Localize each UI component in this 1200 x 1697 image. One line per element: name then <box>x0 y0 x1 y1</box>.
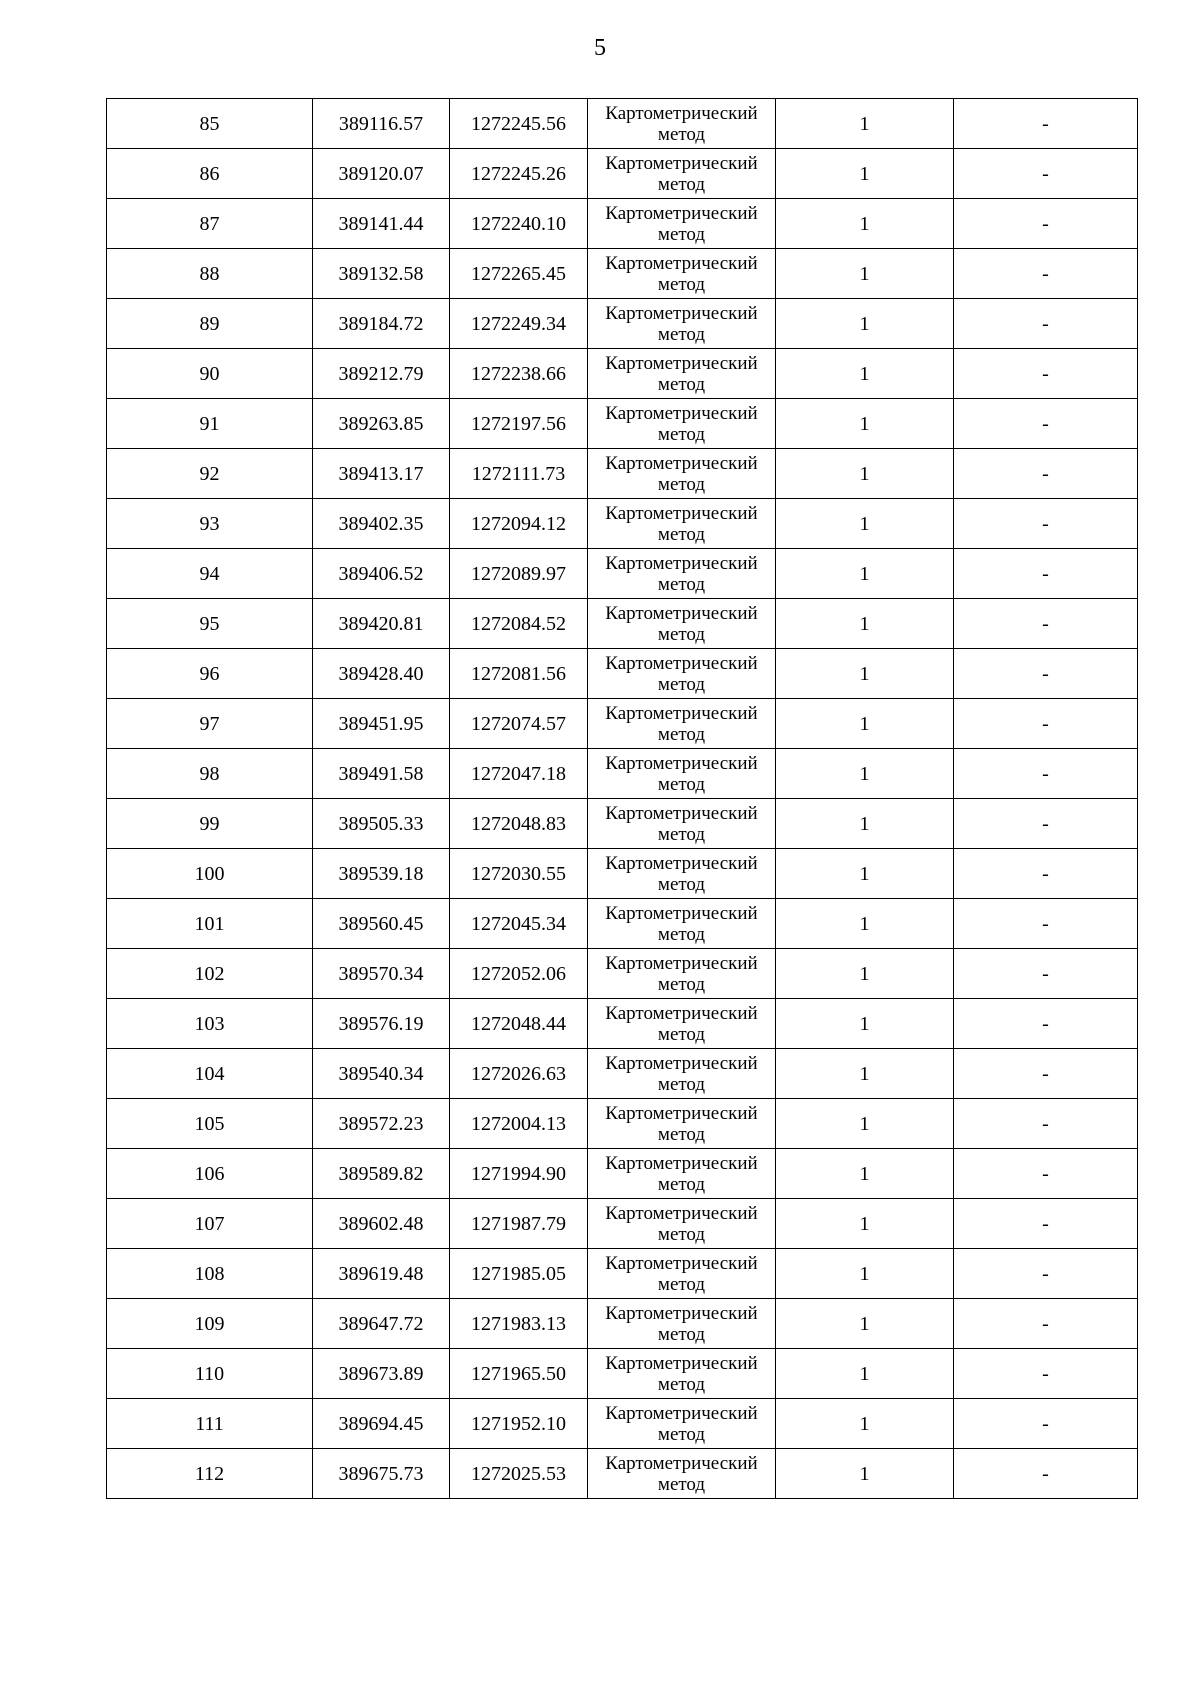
accuracy-cell: 1 <box>776 1249 954 1299</box>
coordinate-x-cell: 389673.89 <box>313 1349 450 1399</box>
accuracy-cell: 1 <box>776 1199 954 1249</box>
method-line-1: Картометрический <box>605 403 758 424</box>
accuracy-cell: 1 <box>776 949 954 999</box>
method-cell <box>588 899 776 949</box>
accuracy-cell: 1 <box>776 1099 954 1149</box>
method-line-1: Картометрический <box>605 1053 758 1074</box>
method-line-2: метод <box>657 974 706 995</box>
table-row <box>107 699 1138 749</box>
method-line-2: метод <box>657 224 706 245</box>
accuracy-cell: 1 <box>776 149 954 199</box>
coordinate-x-cell: 389406.52 <box>313 549 450 599</box>
coordinate-x-cell: 389694.45 <box>313 1399 450 1449</box>
accuracy-cell: 1 <box>776 1399 954 1449</box>
point-number-cell: 95 <box>107 599 313 649</box>
method-line-2: метод <box>657 1424 706 1445</box>
method-line-2: метод <box>657 1124 706 1145</box>
coordinate-x-cell: 389560.45 <box>313 899 450 949</box>
point-number-cell: 89 <box>107 299 313 349</box>
method-line-2: метод <box>657 1274 706 1295</box>
method-line-1: Картометрический <box>605 653 758 674</box>
method-line-1: Картометрический <box>605 1453 758 1474</box>
coordinate-y-cell: 1271987.79 <box>450 1199 588 1249</box>
table-row <box>107 1249 1138 1299</box>
coordinate-x-cell: 389619.48 <box>313 1249 450 1299</box>
point-number-cell: 102 <box>107 949 313 999</box>
method-cell <box>588 549 776 599</box>
method-cell <box>588 499 776 549</box>
coordinate-y-cell: 1272045.34 <box>450 899 588 949</box>
table-row <box>107 1349 1138 1399</box>
point-number-cell: 93 <box>107 499 313 549</box>
accuracy-cell: 1 <box>776 299 954 349</box>
note-cell: - <box>954 849 1138 899</box>
point-number-cell: 92 <box>107 449 313 499</box>
point-number-cell: 112 <box>107 1449 313 1499</box>
method-cell <box>588 1349 776 1399</box>
coordinate-y-cell: 1272004.13 <box>450 1099 588 1149</box>
coordinate-y-cell: 1272111.73 <box>450 449 588 499</box>
table-row <box>107 299 1138 349</box>
method-line-1: Картометрический <box>605 703 758 724</box>
method-cell <box>588 99 776 149</box>
accuracy-cell: 1 <box>776 1449 954 1499</box>
note-cell: - <box>954 749 1138 799</box>
point-number-cell: 86 <box>107 149 313 199</box>
point-number-cell: 87 <box>107 199 313 249</box>
point-number-cell: 94 <box>107 549 313 599</box>
coordinate-x-cell: 389402.35 <box>313 499 450 549</box>
coordinate-x-cell: 389263.85 <box>313 399 450 449</box>
coordinate-x-cell: 389116.57 <box>313 99 450 149</box>
method-line-2: метод <box>657 1324 706 1345</box>
method-line-2: метод <box>657 924 706 945</box>
method-line-1: Картометрический <box>605 853 758 874</box>
method-line-1: Картометрический <box>605 1203 758 1224</box>
table-row <box>107 599 1138 649</box>
method-line-1: Картометрический <box>605 453 758 474</box>
coordinate-x-cell: 389589.82 <box>313 1149 450 1199</box>
note-cell: - <box>954 1249 1138 1299</box>
coordinate-x-cell: 389602.48 <box>313 1199 450 1249</box>
note-cell: - <box>954 149 1138 199</box>
accuracy-cell: 1 <box>776 799 954 849</box>
point-number-cell: 105 <box>107 1099 313 1149</box>
point-number-cell: 103 <box>107 999 313 1049</box>
note-cell: - <box>954 299 1138 349</box>
coordinate-x-cell: 389572.23 <box>313 1099 450 1149</box>
coordinate-y-cell: 1271983.13 <box>450 1299 588 1349</box>
method-cell <box>588 449 776 499</box>
coordinate-y-cell: 1272265.45 <box>450 249 588 299</box>
method-line-1: Картометрический <box>605 1303 758 1324</box>
coordinate-y-cell: 1272245.26 <box>450 149 588 199</box>
accuracy-cell: 1 <box>776 599 954 649</box>
point-number-cell: 99 <box>107 799 313 849</box>
coordinate-x-cell: 389141.44 <box>313 199 450 249</box>
note-cell: - <box>954 899 1138 949</box>
method-line-2: метод <box>657 1174 706 1195</box>
point-number-cell: 108 <box>107 1249 313 1299</box>
accuracy-cell: 1 <box>776 199 954 249</box>
method-line-2: метод <box>657 324 706 345</box>
coordinate-y-cell: 1272048.83 <box>450 799 588 849</box>
method-line-2: метод <box>657 474 706 495</box>
note-cell: - <box>954 1049 1138 1099</box>
method-line-1: Картометрический <box>605 953 758 974</box>
coordinate-y-cell: 1272240.10 <box>450 199 588 249</box>
accuracy-cell: 1 <box>776 999 954 1049</box>
point-number-cell: 90 <box>107 349 313 399</box>
method-line-2: метод <box>657 174 706 195</box>
coordinate-y-cell: 1272048.44 <box>450 999 588 1049</box>
accuracy-cell: 1 <box>776 1149 954 1199</box>
accuracy-cell: 1 <box>776 1299 954 1349</box>
method-line-1: Картометрический <box>605 353 758 374</box>
method-line-2: метод <box>657 1474 706 1495</box>
method-line-2: метод <box>657 274 706 295</box>
method-cell <box>588 799 776 849</box>
table-row <box>107 199 1138 249</box>
coordinate-x-cell: 389184.72 <box>313 299 450 349</box>
method-line-2: метод <box>657 624 706 645</box>
method-line-2: метод <box>657 1024 706 1045</box>
method-cell <box>588 399 776 449</box>
method-line-2: метод <box>657 124 706 145</box>
method-line-1: Картометрический <box>605 1253 758 1274</box>
coordinate-x-cell: 389428.40 <box>313 649 450 699</box>
method-line-1: Картометрический <box>605 1403 758 1424</box>
note-cell: - <box>954 1099 1138 1149</box>
note-cell: - <box>954 649 1138 699</box>
accuracy-cell: 1 <box>776 899 954 949</box>
coordinates-table-body <box>107 99 1138 1499</box>
table-row <box>107 1099 1138 1149</box>
coordinate-x-cell: 389505.33 <box>313 799 450 849</box>
method-cell <box>588 749 776 799</box>
table-row <box>107 449 1138 499</box>
accuracy-cell: 1 <box>776 649 954 699</box>
coordinate-x-cell: 389570.34 <box>313 949 450 999</box>
method-line-1: Картометрический <box>605 1153 758 1174</box>
accuracy-cell: 1 <box>776 399 954 449</box>
method-line-2: метод <box>657 774 706 795</box>
coordinate-y-cell: 1272026.63 <box>450 1049 588 1099</box>
method-line-1: Картометрический <box>605 153 758 174</box>
method-cell <box>588 299 776 349</box>
table-row <box>107 1449 1138 1499</box>
coordinate-y-cell: 1272081.56 <box>450 649 588 699</box>
table-row <box>107 749 1138 799</box>
coordinate-x-cell: 389420.81 <box>313 599 450 649</box>
table-row <box>107 999 1138 1049</box>
point-number-cell: 106 <box>107 1149 313 1199</box>
coordinate-x-cell: 389120.07 <box>313 149 450 199</box>
accuracy-cell: 1 <box>776 499 954 549</box>
note-cell: - <box>954 949 1138 999</box>
note-cell: - <box>954 249 1138 299</box>
method-cell <box>588 699 776 749</box>
method-cell <box>588 1299 776 1349</box>
method-cell <box>588 199 776 249</box>
note-cell: - <box>954 199 1138 249</box>
note-cell: - <box>954 1299 1138 1349</box>
point-number-cell: 91 <box>107 399 313 449</box>
table-row <box>107 249 1138 299</box>
method-line-1: Картометрический <box>605 253 758 274</box>
method-line-1: Картометрический <box>605 753 758 774</box>
coordinate-x-cell: 389491.58 <box>313 749 450 799</box>
method-line-2: метод <box>657 824 706 845</box>
method-line-2: метод <box>657 724 706 745</box>
point-number-cell: 111 <box>107 1399 313 1449</box>
method-line-1: Картометрический <box>605 203 758 224</box>
method-line-2: метод <box>657 524 706 545</box>
method-line-1: Картометрический <box>605 103 758 124</box>
point-number-cell: 85 <box>107 99 313 149</box>
note-cell: - <box>954 1399 1138 1449</box>
method-cell <box>588 949 776 999</box>
coordinate-x-cell: 389132.58 <box>313 249 450 299</box>
coordinate-y-cell: 1272084.52 <box>450 599 588 649</box>
method-line-1: Картометрический <box>605 1353 758 1374</box>
coordinate-x-cell: 389539.18 <box>313 849 450 899</box>
table-row <box>107 1199 1138 1249</box>
note-cell: - <box>954 599 1138 649</box>
table-row <box>107 99 1138 149</box>
note-cell: - <box>954 1149 1138 1199</box>
table-row <box>107 149 1138 199</box>
note-cell: - <box>954 349 1138 399</box>
accuracy-cell: 1 <box>776 699 954 749</box>
note-cell: - <box>954 699 1138 749</box>
method-line-1: Картометрический <box>605 303 758 324</box>
method-line-2: метод <box>657 374 706 395</box>
method-line-2: метод <box>657 874 706 895</box>
method-line-2: метод <box>657 424 706 445</box>
method-line-2: метод <box>657 674 706 695</box>
table-row <box>107 949 1138 999</box>
coordinate-y-cell: 1271985.05 <box>450 1249 588 1299</box>
coordinate-x-cell: 389647.72 <box>313 1299 450 1349</box>
method-cell <box>588 1399 776 1449</box>
table-row <box>107 349 1138 399</box>
coordinate-y-cell: 1271965.50 <box>450 1349 588 1399</box>
method-cell <box>588 349 776 399</box>
table-row <box>107 549 1138 599</box>
accuracy-cell: 1 <box>776 449 954 499</box>
note-cell: - <box>954 1449 1138 1499</box>
point-number-cell: 101 <box>107 899 313 949</box>
point-number-cell: 97 <box>107 699 313 749</box>
accuracy-cell: 1 <box>776 1049 954 1099</box>
note-cell: - <box>954 549 1138 599</box>
note-cell: - <box>954 999 1138 1049</box>
coordinate-y-cell: 1272089.97 <box>450 549 588 599</box>
point-number-cell: 109 <box>107 1299 313 1349</box>
method-line-1: Картометрический <box>605 903 758 924</box>
point-number-cell: 100 <box>107 849 313 899</box>
method-cell <box>588 1149 776 1199</box>
method-cell <box>588 1049 776 1099</box>
method-cell <box>588 649 776 699</box>
table-row <box>107 399 1138 449</box>
coordinate-y-cell: 1272238.66 <box>450 349 588 399</box>
method-line-2: метод <box>657 1074 706 1095</box>
coordinate-y-cell: 1271994.90 <box>450 1149 588 1199</box>
table-row <box>107 1399 1138 1449</box>
method-cell <box>588 149 776 199</box>
coordinate-y-cell: 1272094.12 <box>450 499 588 549</box>
note-cell: - <box>954 99 1138 149</box>
coordinate-x-cell: 389576.19 <box>313 999 450 1049</box>
table-row <box>107 1049 1138 1099</box>
method-line-1: Картометрический <box>605 553 758 574</box>
coordinates-table <box>106 98 1138 1499</box>
table-row <box>107 499 1138 549</box>
method-cell <box>588 849 776 899</box>
note-cell: - <box>954 449 1138 499</box>
method-line-2: метод <box>657 1374 706 1395</box>
table-row <box>107 799 1138 849</box>
point-number-cell: 88 <box>107 249 313 299</box>
note-cell: - <box>954 1349 1138 1399</box>
method-line-1: Картометрический <box>605 803 758 824</box>
coordinate-x-cell: 389413.17 <box>313 449 450 499</box>
table-row <box>107 1149 1138 1199</box>
table-row <box>107 1299 1138 1349</box>
method-line-1: Картометрический <box>605 1103 758 1124</box>
coordinate-y-cell: 1272245.56 <box>450 99 588 149</box>
method-cell <box>588 1099 776 1149</box>
method-cell <box>588 599 776 649</box>
point-number-cell: 107 <box>107 1199 313 1249</box>
note-cell: - <box>954 499 1138 549</box>
coordinate-y-cell: 1272249.34 <box>450 299 588 349</box>
method-cell <box>588 1449 776 1499</box>
method-line-2: метод <box>657 1224 706 1245</box>
accuracy-cell: 1 <box>776 99 954 149</box>
coordinate-y-cell: 1272052.06 <box>450 949 588 999</box>
coordinate-x-cell: 389212.79 <box>313 349 450 399</box>
note-cell: - <box>954 399 1138 449</box>
accuracy-cell: 1 <box>776 1349 954 1399</box>
coordinate-y-cell: 1272047.18 <box>450 749 588 799</box>
method-cell <box>588 1199 776 1249</box>
coordinate-y-cell: 1271952.10 <box>450 1399 588 1449</box>
method-cell <box>588 1249 776 1299</box>
coordinate-y-cell: 1272025.53 <box>450 1449 588 1499</box>
accuracy-cell: 1 <box>776 749 954 799</box>
method-line-1: Картометрический <box>605 1003 758 1024</box>
coordinate-y-cell: 1272074.57 <box>450 699 588 749</box>
method-line-2: метод <box>657 574 706 595</box>
coordinate-y-cell: 1272030.55 <box>450 849 588 899</box>
accuracy-cell: 1 <box>776 549 954 599</box>
table-row <box>107 649 1138 699</box>
accuracy-cell: 1 <box>776 249 954 299</box>
note-cell: - <box>954 1199 1138 1249</box>
coordinate-x-cell: 389540.34 <box>313 1049 450 1099</box>
point-number-cell: 104 <box>107 1049 313 1099</box>
accuracy-cell: 1 <box>776 849 954 899</box>
method-cell <box>588 999 776 1049</box>
point-number-cell: 98 <box>107 749 313 799</box>
point-number-cell: 110 <box>107 1349 313 1399</box>
coordinate-y-cell: 1272197.56 <box>450 399 588 449</box>
table-row <box>107 849 1138 899</box>
method-line-1: Картометрический <box>605 603 758 624</box>
method-cell <box>588 249 776 299</box>
table-row <box>107 899 1138 949</box>
page-number: 5 <box>594 35 606 61</box>
method-line-1: Картометрический <box>605 503 758 524</box>
coordinate-x-cell: 389451.95 <box>313 699 450 749</box>
point-number-cell: 96 <box>107 649 313 699</box>
accuracy-cell: 1 <box>776 349 954 399</box>
coordinate-x-cell: 389675.73 <box>313 1449 450 1499</box>
note-cell: - <box>954 799 1138 849</box>
